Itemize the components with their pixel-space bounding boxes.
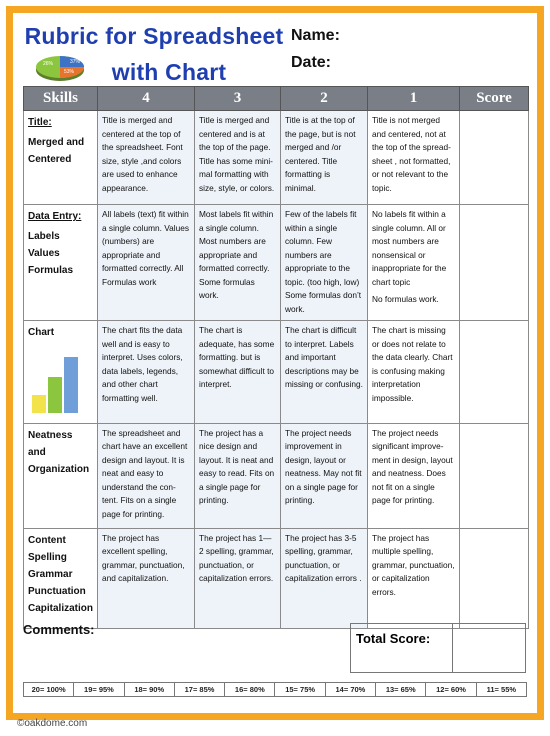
criteria-cell	[98, 111, 195, 205]
score-cell[interactable]	[460, 111, 529, 205]
skill-label: Chart	[28, 327, 55, 338]
criteria-text: All labels (text) fit within a single column. Values (numbers) are appropriate and formatted correctly. All Formulas work	[102, 209, 190, 287]
date-label: Date:	[291, 54, 332, 71]
criteria-cell	[281, 205, 368, 321]
criteria-text: The chart is adequate, has some formatting. but is somewhat difficult to interpret.	[199, 325, 275, 389]
skill-cell	[24, 321, 98, 424]
criteria-text: No labels fit within a single column. All or most numbers are nonsensical or inappropriate for the chart topic	[372, 209, 447, 287]
score-cell[interactable]	[460, 528, 529, 628]
criteria-cell	[368, 111, 460, 205]
skill-label: Data Entry:	[28, 211, 82, 222]
score-cell[interactable]	[460, 423, 529, 528]
pie-label: 37%	[70, 59, 81, 65]
grade-scale-cell: 14= 70%	[325, 683, 375, 697]
header-skills: Skills	[24, 87, 98, 111]
skill-label: Spelling	[28, 551, 67, 563]
criteria-cell	[98, 528, 195, 628]
criteria-text: The project needs improvement in design, layout or neatness. May not fit on a single page for printing.	[285, 427, 362, 505]
score-cell[interactable]	[460, 205, 529, 321]
skill-label: Merged and	[28, 137, 85, 148]
criteria-text: The project has 1—2 spelling, grammar, punctuation, or capitalization errors.	[199, 532, 274, 583]
header-1: 1	[368, 87, 460, 111]
rubric-row	[24, 321, 529, 424]
criteria-text: The project has excellent spelling, grammar, punctuation, and capitalization.	[102, 532, 185, 583]
criteria-text: Title is merged and centered and is at the top of the page. Title has some mini-mal formatting with size, style, or colors.	[199, 115, 275, 193]
criteria-text: Title is not merged and centered, not at the top of the spread-sheet , not formatted, or not relevant to the topic.	[372, 115, 451, 193]
criteria-text: The chart is difficult to interpret. Labels and important descriptions may be missing or confusing.	[285, 325, 363, 389]
score-cell[interactable]	[460, 321, 529, 424]
criteria-text: The project has a nice design and layout. It is neat and easy to read. Fits on a single page for printing.	[199, 427, 275, 505]
grade-scale-cell: 15= 75%	[275, 683, 325, 697]
skill-label: Values	[28, 248, 60, 259]
name-label: Name:	[291, 27, 340, 44]
skill-cell	[24, 111, 98, 205]
grade-scale-cell: 16= 80%	[225, 683, 275, 697]
rubric-row	[24, 111, 529, 205]
pie-label: 26%	[43, 61, 54, 67]
criteria-cell	[281, 321, 368, 424]
criteria-cell	[281, 111, 368, 205]
skill-label: and	[28, 446, 46, 458]
criteria-text: The project has multiple spelling, grammar, punctuation, or capitalization errors.	[372, 532, 455, 597]
title-line-1: Rubric for Spreadsheet	[24, 23, 284, 49]
skill-label: Title:	[28, 117, 52, 128]
skill-cell	[24, 205, 98, 321]
criteria-text: Most labels fit within a single column. Most numbers are appropriate and formatted correctly. Some formulas work.	[199, 209, 274, 300]
criteria-text: The project has 3-5 spelling, grammar, punctuation, or capitalization errors .	[285, 532, 362, 583]
grade-scale-cell: 11= 55%	[476, 683, 526, 697]
skill-label: Grammar	[28, 568, 73, 580]
total-score-field[interactable]	[453, 624, 525, 672]
skill-label: Labels	[28, 231, 60, 242]
skill-cell	[24, 528, 98, 628]
header-3: 3	[195, 87, 281, 111]
header-2: 2	[281, 87, 368, 111]
criteria-cell	[368, 321, 460, 424]
grade-scale-cell: 19= 95%	[74, 683, 124, 697]
name-date-block	[291, 22, 340, 76]
criteria-cell	[281, 423, 368, 528]
skill-label: Formulas	[28, 265, 74, 276]
skill-label: Neatness	[28, 429, 73, 441]
criteria-text: Few of the labels fit within a single column. Few numbers are appropriate to the topic. (too high, low) Some formulas don’t work.	[285, 209, 362, 314]
skill-cell	[24, 423, 98, 528]
rubric-row	[24, 528, 529, 628]
skill-label: Centered	[28, 154, 72, 165]
grade-scale-cell: 13= 65%	[376, 683, 426, 697]
copyright-footer: ©oakdome.com	[17, 718, 88, 729]
pie-label: 53%	[64, 69, 75, 75]
comments-label: Comments:	[23, 622, 95, 637]
pie-chart-icon	[34, 52, 86, 84]
criteria-text: No formulas work.	[372, 294, 439, 304]
bar-chart-bar	[48, 377, 62, 413]
total-score-box	[350, 623, 526, 673]
criteria-cell	[195, 528, 281, 628]
skill-label: Capitalization	[28, 602, 94, 614]
rubric-row	[24, 205, 529, 321]
grade-scale-row	[24, 683, 527, 697]
title-line-2: with Chart	[111, 59, 227, 85]
criteria-cell	[195, 321, 281, 424]
grade-scale-cell: 17= 85%	[174, 683, 224, 697]
grade-scale	[23, 682, 527, 697]
bar-chart-bar	[64, 357, 78, 413]
rubric-row	[24, 423, 529, 528]
criteria-cell	[368, 205, 460, 321]
skill-label: Punctuation	[28, 585, 86, 597]
rubric-table	[23, 86, 529, 629]
criteria-cell	[195, 205, 281, 321]
total-score-label: Total Score:	[351, 624, 453, 672]
bar-chart-bar	[32, 395, 46, 413]
header-row	[24, 87, 529, 111]
skill-label: Organization	[28, 463, 90, 475]
criteria-text: The chart is missing or does not relate to the data clearly. Chart is confusing making interpretation impossible.	[372, 325, 453, 403]
criteria-cell	[368, 423, 460, 528]
grade-scale-cell: 12= 60%	[426, 683, 476, 697]
grade-scale-cell: 18= 90%	[124, 683, 174, 697]
criteria-text: The spreadsheet and chart have an excellent design and layout. It is neat and easy to understand the con-tent. Fits on a single page for printing.	[102, 427, 188, 519]
criteria-cell	[281, 528, 368, 628]
bar-chart-icon	[30, 351, 88, 415]
criteria-cell	[98, 423, 195, 528]
criteria-text: The chart fits the data well and is easy to interpret. Uses colors, data labels, legends, and other chart formatting well.	[102, 325, 183, 403]
criteria-cell	[98, 321, 195, 424]
criteria-cell	[368, 528, 460, 628]
criteria-text: Title is merged and centered at the top of the spreadsheet. Font size, style ,and colors are used to enhance appearance.	[102, 115, 183, 193]
criteria-cell	[195, 111, 281, 205]
grade-scale-cell: 20= 100%	[24, 683, 74, 697]
header-score: Score	[460, 87, 529, 111]
skill-label: Content	[28, 534, 66, 546]
criteria-cell	[195, 423, 281, 528]
criteria-text: The project needs significant improve-ment in design, layout and neatness. Does not fit on a single page for printing.	[372, 427, 453, 505]
header-4: 4	[98, 87, 195, 111]
criteria-cell	[98, 205, 195, 321]
criteria-text: Title is at the top of the page, but is not merged and /or centered. Title formatting is minimal.	[285, 115, 356, 193]
